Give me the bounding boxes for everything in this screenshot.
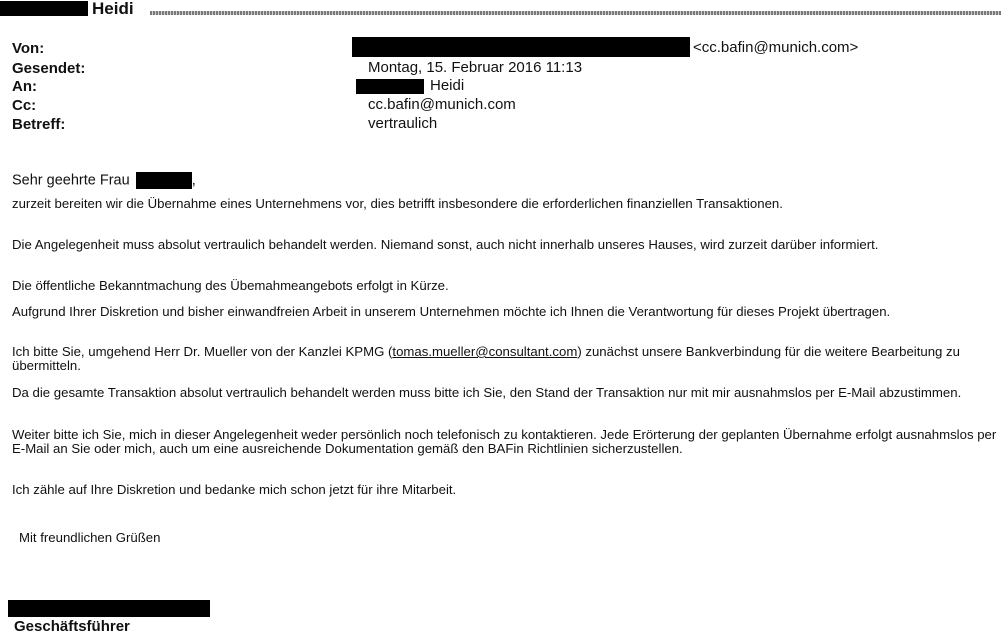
- gesendet-label: Gesendet:: [12, 60, 86, 77]
- subject: vertraulich: [368, 115, 438, 132]
- paragraph-5-text-a: Ich bitte Sie, umgehend Herr Dr. Mueller von der Kanzlei KPMG (: [12, 344, 393, 359]
- paragraph-2: Die Angelegenheit muss absolut vertraulich behandelt werden. Niemand sonst, auch nicht innerhalb unseres Hauses, wird zurzeit darüber informiert.: [12, 237, 879, 252]
- paragraph-8: Ich zähle auf Ihre Diskretion und bedanke mich schon jetzt für ihre Mitarbeit.: [12, 482, 457, 497]
- redacted-signature-name: [8, 600, 210, 617]
- paragraph-4: Aufgrund Ihrer Diskretion und bisher einwandfreien Arbeit in unserem Unternehmen möchte ich Ihnen die Verantwortung für dieses Projekt übertragen.: [12, 304, 891, 319]
- title-divider: [150, 11, 1001, 15]
- cc-label: Cc:: [12, 97, 37, 114]
- paragraph-5-text-b: ) zunächst unsere Bankverbindung für die weitere Bearbeitung zu übermitteln.: [12, 344, 960, 373]
- salutation-text: Sehr geehrte Frau: [12, 172, 130, 189]
- closing: Mit freundlichen Grüßen: [19, 530, 161, 545]
- cc-email: cc.bafin@munich.com: [368, 96, 516, 113]
- paragraph-7: Weiter bitte ich Sie, mich in dieser Angelegenheit weder persönlich noch telefonisch zu kontaktieren. Jede Erörterung der geplanten Übernahme erfolgt ausnahmslos per E-Mail an Sie oder mich, auch um eine ausreichende Dokumentation gemäß den BAFin Richtlinien sicherzustellen.: [12, 427, 997, 456]
- betreff-label: Betreff:: [12, 116, 66, 133]
- title-name: Heidi: [92, 0, 134, 18]
- paragraph-1: zurzeit bereiten wir die Übernahme eines Unternehmens vor, dies betrifft insbesondere die erforderlichen finanziellen Transaktionen.: [12, 196, 783, 211]
- sender-email: <cc.bafin@munich.com>: [693, 39, 859, 56]
- sent-date: Montag, 15. Februar 2016 11:13: [368, 59, 583, 76]
- von-label: Von:: [12, 40, 45, 57]
- signature-title: Geschäftsführer: [14, 618, 130, 635]
- salutation: [12, 172, 196, 189]
- redacted-recipient-surname: [356, 79, 424, 94]
- redacted-sender-name: [352, 37, 690, 57]
- consultant-email-link[interactable]: tomas.mueller@consultant.com: [392, 344, 578, 359]
- paragraph-6: Da die gesamte Transaktion absolut vertraulich behandelt werden muss bitte ich Sie, den Stand der Transaktion nur mit mir ausnahmslos per E-Mail abzustimmen.: [12, 385, 962, 400]
- recipient-name: Heidi: [430, 77, 465, 94]
- paragraph-5: [12, 345, 997, 373]
- an-label: An:: [12, 78, 37, 95]
- paragraph-3: Die öffentliche Bekanntmachung des Übemahmeangebots erfolgt in Kürze.: [12, 278, 449, 293]
- email-title-bar: [0, 0, 1003, 18]
- redacted-recipient-name: [136, 172, 192, 189]
- redacted-surname: [0, 1, 88, 16]
- salutation-comma: ,: [191, 172, 196, 189]
